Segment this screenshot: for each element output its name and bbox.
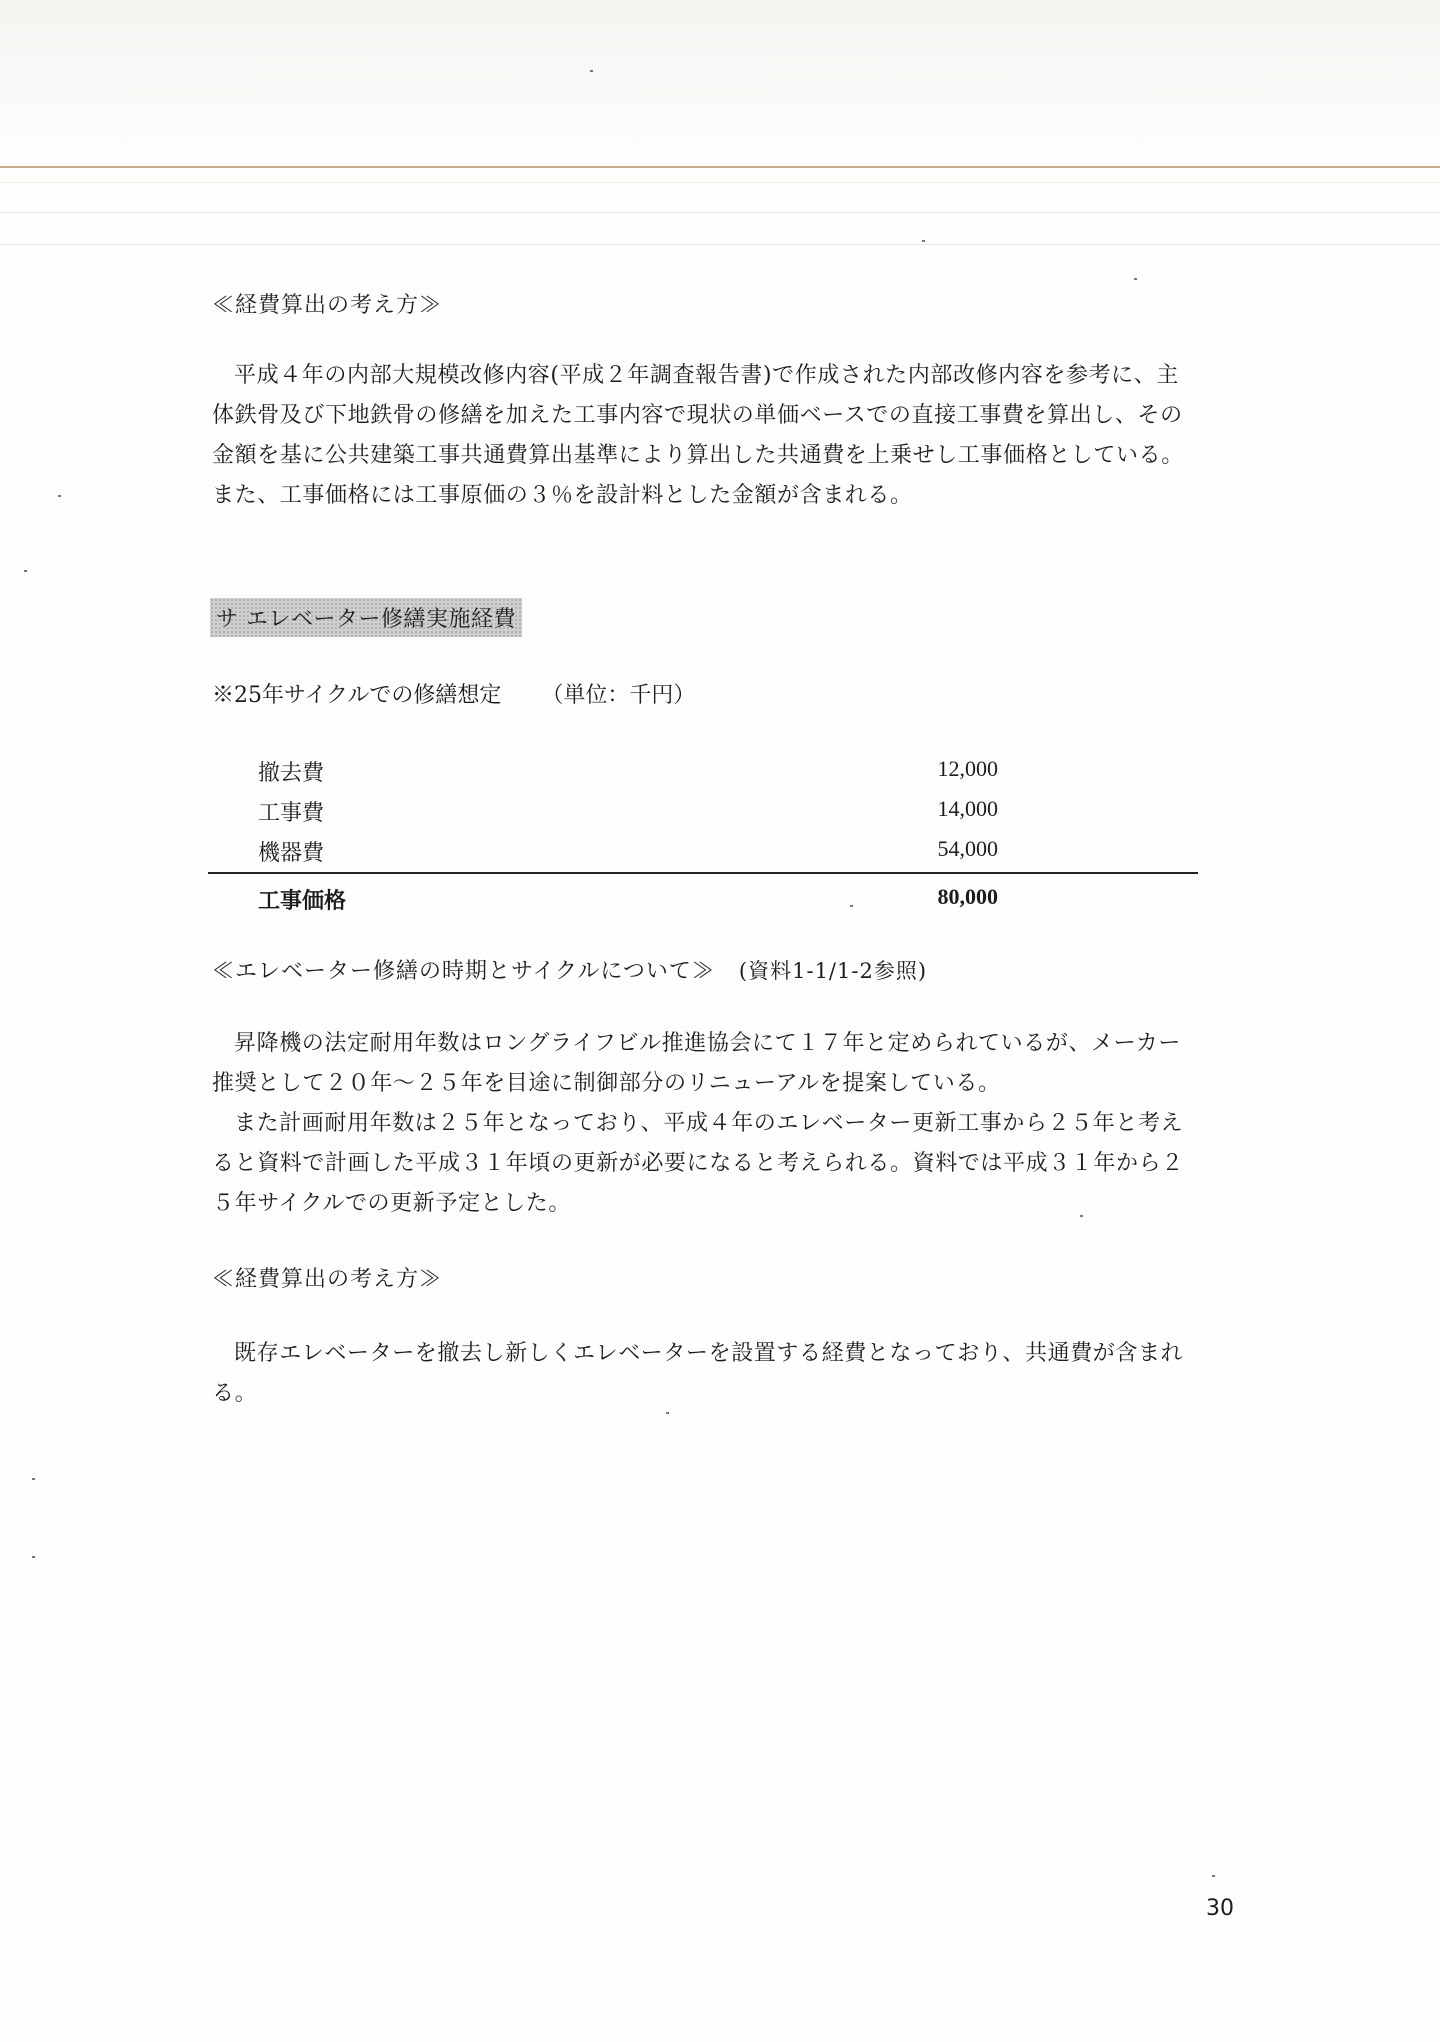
scan-speck bbox=[1134, 278, 1137, 280]
scan-speck bbox=[32, 1478, 35, 1480]
scan-speck bbox=[850, 905, 853, 907]
scan-speck bbox=[32, 1556, 35, 1558]
scan-speck bbox=[1080, 1215, 1083, 1217]
paragraph-line: 既存エレベーターを撤去し新しくエレベーターを設置する経費となっており、共通費が含まれる。 bbox=[212, 1341, 1184, 1406]
paragraph-line: 平成４年の内部大規模改修内容(平成２年調査報告書)で作成された内部改修内容を参考に、主体鉄骨及び下地鉄骨の修繕を加えた工事内容で現状の単価ベースでの直接工事費を算出し、その金額を基に公共建築工事共通費算出基準により算出した共通費を上乗せし工事価格としている。また、工事価格には工事原価の３％を設計料とした金額が含まれる。 bbox=[212, 363, 1184, 508]
scan-top-band bbox=[0, 0, 1440, 165]
heading-cost-approach-2: ≪経費算出の考え方≫ bbox=[212, 1267, 443, 1292]
scan-speck bbox=[58, 495, 61, 497]
faint-rule bbox=[0, 244, 1440, 245]
paragraph-cost-approach-2 bbox=[212, 1334, 1192, 1414]
scan-speck bbox=[922, 240, 925, 242]
cost-row bbox=[208, 750, 1198, 790]
paragraph-line: 昇降機の法定耐用年数はロングライフビル推進協会にて１７年と定められているが、メーカー推奨として２０年～２５年を目途に制御部分のリニューアルを提案している。 bbox=[212, 1031, 1182, 1096]
paragraph-cost-approach bbox=[212, 356, 1192, 516]
cost-total-row bbox=[208, 878, 1198, 918]
cost-amount: 54,000 bbox=[937, 836, 998, 861]
unit-note: （単位：千円） bbox=[541, 683, 696, 708]
heading-timing-cycle bbox=[212, 954, 927, 985]
cost-label: 機器費 bbox=[258, 841, 325, 866]
reference-note: (資料1-1/1-2参照) bbox=[738, 959, 928, 983]
cost-label: 工事費 bbox=[258, 801, 325, 826]
page-number: 30 bbox=[1206, 1896, 1234, 1921]
cycle-note-text: ※25年サイクルでの修繕想定 bbox=[212, 683, 502, 708]
scan-speck bbox=[24, 570, 27, 572]
faint-rule bbox=[0, 182, 1440, 183]
cost-label: 撤去費 bbox=[258, 761, 325, 786]
faint-rule bbox=[0, 212, 1440, 213]
section-title-elevator: サ エレベーター修繕実施経費 bbox=[210, 598, 522, 637]
paragraph-line: また計画耐用年数は２５年となっており、平成４年のエレベーター更新工事から２５年と考えると資料で計画した平成３１年頃の更新が必要になると考えられる。資料では平成３１年から２５年サイクルでの更新予定とした。 bbox=[212, 1111, 1184, 1216]
cost-table bbox=[208, 750, 1198, 918]
heading-timing-text: ≪エレベーター修繕の時期とサイクルについて≫ bbox=[212, 959, 715, 984]
cycle-note bbox=[212, 678, 695, 709]
paragraph-timing-cycle bbox=[212, 1024, 1192, 1224]
cost-amount: 14,000 bbox=[937, 796, 998, 821]
total-label: 工事価格 bbox=[258, 888, 347, 914]
scan-speck bbox=[666, 1412, 669, 1414]
total-amount: 80,000 bbox=[937, 884, 998, 909]
total-divider bbox=[208, 872, 1198, 874]
scan-speck bbox=[590, 70, 593, 72]
cost-row bbox=[208, 830, 1198, 870]
header-rule bbox=[0, 166, 1440, 168]
cost-row bbox=[208, 790, 1198, 830]
heading-cost-approach: ≪経費算出の考え方≫ bbox=[212, 293, 443, 318]
scan-speck bbox=[1212, 1875, 1215, 1877]
cost-amount: 12,000 bbox=[937, 756, 998, 781]
